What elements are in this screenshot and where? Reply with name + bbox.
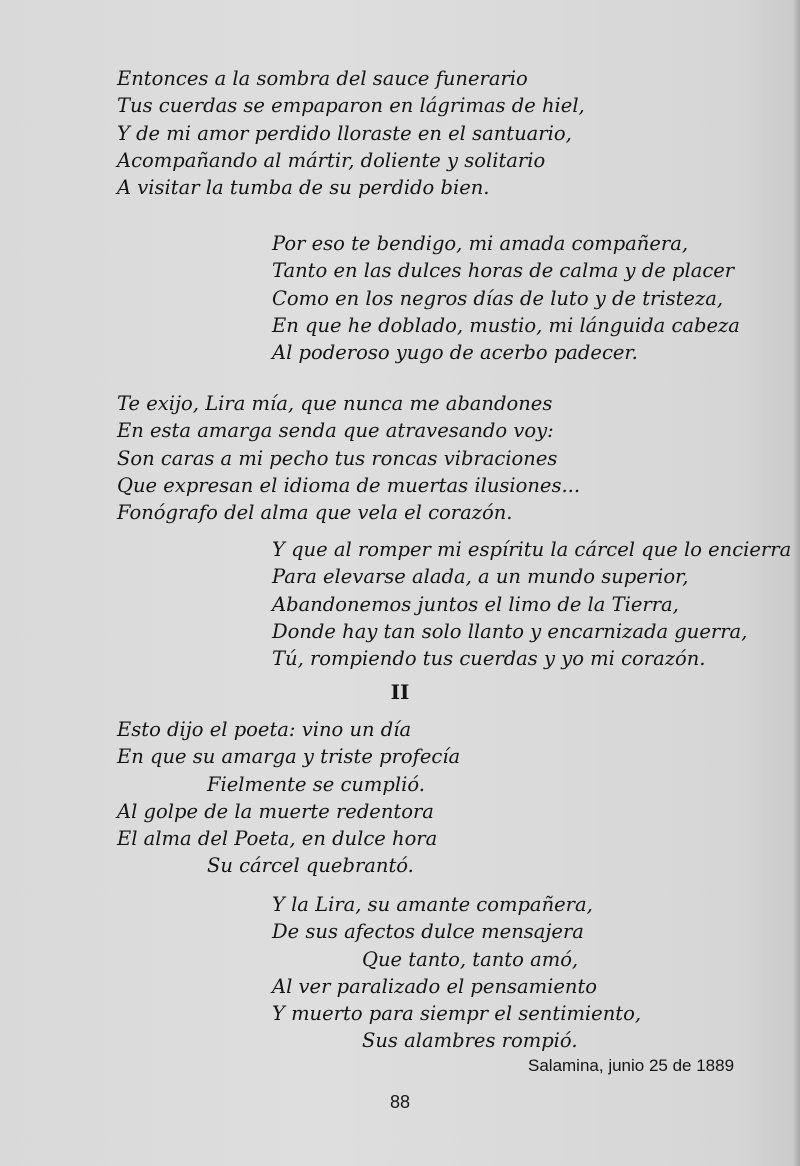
poem-line: Tanto en las dulces horas de calma y de placer bbox=[272, 259, 735, 283]
stanza-3 bbox=[117, 390, 580, 526]
poem-line: Al poderoso yugo de acerbo padecer. bbox=[272, 341, 638, 365]
poem-line: De sus afectos dulce mensajera bbox=[272, 920, 584, 944]
poem-line: Entonces a la sombra del sauce funerario bbox=[117, 67, 528, 90]
poem-line: Y la Lira, su amante compañera, bbox=[272, 893, 593, 916]
poem-line: Y muerto para siempr el sentimiento, bbox=[272, 1002, 642, 1026]
poem-line: Te exijo, Lira mía, que nunca me abandones bbox=[117, 392, 553, 415]
poem-line: Acompañando al mártir, doliente y solitario bbox=[117, 148, 546, 172]
stanza-6 bbox=[272, 891, 641, 1055]
page-number: 88 bbox=[389, 1092, 411, 1112]
poem-line: Abandonemos juntos el limo de la Tierra, bbox=[272, 592, 679, 616]
stanza-1 bbox=[117, 65, 585, 201]
place-date-signature: Salamina, junio 25 de 1889 bbox=[528, 1056, 735, 1075]
poem-line: El alma del Poeta, en dulce hora bbox=[117, 827, 438, 851]
poem-line: En que he doblado, mustio, mi lánguida cabeza bbox=[272, 313, 740, 337]
poem-line: En esta amarga senda que atravesando voy: bbox=[117, 419, 554, 443]
poem-line: En que su amarga y triste profecía bbox=[117, 745, 461, 769]
stanza-4 bbox=[272, 536, 791, 672]
stanza-2 bbox=[272, 230, 740, 366]
poem-line: Su cárcel quebrantó. bbox=[207, 854, 414, 878]
poem-line: Esto dijo el poeta: vino un día bbox=[117, 718, 412, 741]
poem-line: Y que al romper mi espíritu la cárcel que lo encierra bbox=[272, 538, 792, 561]
poem-line: Tus cuerdas se empaparon en lágrimas de hiel, bbox=[117, 94, 585, 118]
stanza-5 bbox=[117, 716, 460, 880]
poem-line: Que expresan el idioma de muertas ilusiones... bbox=[117, 473, 581, 497]
poem-line: Sus alambres rompió. bbox=[362, 1029, 578, 1053]
poem-line: Para elevarse alada, a un mundo superior, bbox=[272, 565, 689, 589]
poem-line: Al golpe de la muerte redentora bbox=[117, 799, 434, 823]
poem-line: Que tanto, tanto amó, bbox=[362, 947, 579, 971]
poem-line: Fielmente se cumplió. bbox=[207, 772, 425, 796]
poem-line: Como en los negros días de luto y de tristeza, bbox=[272, 286, 724, 310]
poem-line: Tú, rompiendo tus cuerdas y yo mi corazón. bbox=[272, 647, 706, 671]
poem-line: Por eso te bendigo, mi amada compañera, bbox=[272, 232, 689, 255]
poem-line: Fonógrafo del alma que vela el corazón. bbox=[117, 501, 513, 525]
poem-line: Al ver paralizado el pensamiento bbox=[272, 974, 598, 998]
poem-line: Donde hay tan solo llanto y encarnizada guerra, bbox=[272, 619, 748, 643]
poem-line: A visitar la tumba de su perdido bien. bbox=[117, 176, 490, 200]
page-edge-shadow bbox=[792, 0, 800, 1166]
poem-line: Son caras a mi pecho tus roncas vibraciones bbox=[117, 446, 558, 470]
section-heading: II bbox=[390, 680, 410, 704]
poem-line: Y de mi amor perdido lloraste en el santuario, bbox=[117, 121, 572, 145]
